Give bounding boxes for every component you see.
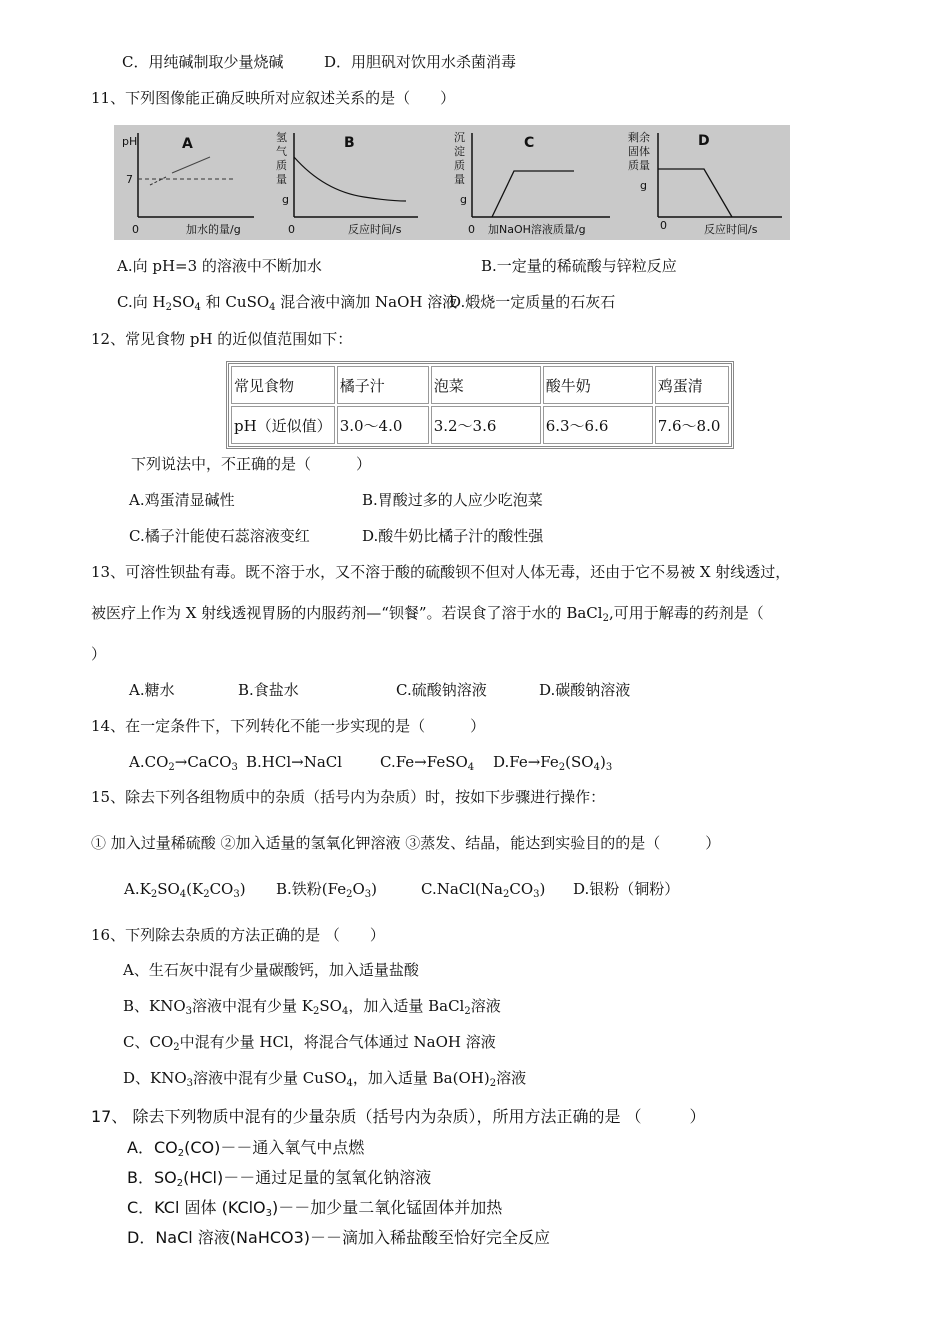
q17-stem: 17、 除去下列物质中混有的少量杂质（括号内为杂质），所用方法正确的是 （ ） <box>91 1107 706 1126</box>
q16-option-a: A、生石灰中混有少量碳酸钙，加入适量盐酸 <box>123 961 419 979</box>
graph-a-xlabel: 加水的量/g <box>186 223 241 236</box>
graph-b-unit: g <box>282 193 289 206</box>
graph-d <box>628 130 782 236</box>
table-header-cell: 酸牛奶 <box>543 366 653 404</box>
q12-option-b: B.胃酸过多的人应少吃泡菜 <box>362 491 543 509</box>
graph-b-ylabel-1: 氢 <box>276 131 287 144</box>
q13-line-3: ） <box>91 645 107 663</box>
table-cell: 6.3～6.6 <box>543 406 653 444</box>
graph-d-unit: g <box>640 179 647 192</box>
q16-option-b: B、$KNO_3$溶液中混有少量 $K_2SO_4$，加入适量 BaCl$_2$溶液 <box>123 997 501 1017</box>
q15-option-c: $C.NaCl(Na_2CO_3)$ <box>421 880 546 900</box>
graph-c-letter: C <box>524 135 535 151</box>
q14-stem: 14、在一定条件下，下列转化不能一步实现的是（ ） <box>91 717 486 735</box>
q11-option-c: C.向 $H_2SO_4$ 和 CuSO$_4$ 混合液中滴加 NaOH 溶液 <box>117 293 458 313</box>
graph-c <box>454 131 610 236</box>
q16-stem: 16、下列除去杂质的方法正确的是 （ ） <box>91 926 385 944</box>
graph-d-letter: D <box>698 133 710 149</box>
graph-d-xlabel: 反应时间/s <box>704 223 758 236</box>
graph-b-ylabel-2: 气 <box>276 145 287 158</box>
graph-a-tick-7: 7 <box>126 173 133 186</box>
graph-b-ylabel-3: 质 <box>276 159 287 172</box>
table-row <box>231 406 729 444</box>
q17-option-d: D．NaCl 溶液(NaHCO3)－－滴加入稀盐酸至恰好完全反应 <box>127 1228 551 1247</box>
q13-option-c: C.硫酸钠溶液 <box>396 681 487 699</box>
q15-steps: ① 加入过量稀硫酸 ②加入适量的氢氧化钾溶液 ③蒸发、结晶，能达到实验目的的是（ ） <box>91 834 721 852</box>
table-header-cell: 泡菜 <box>431 366 541 404</box>
q15-stem: 15、除去下列各组物质中的杂质（括号内为杂质）时，按如下步骤进行操作： <box>91 788 606 806</box>
q12-option-c: C.橘子汁能使石蕊溶液变红 <box>129 527 310 545</box>
q17-option-a: A．$CO_2(CO)--$通入氧气中点燃 <box>127 1138 365 1159</box>
q15-option-d: D.银粉（铜粉） <box>573 880 680 898</box>
q12-stem: 12、常见食物 pH 的近似值范围如下： <box>91 330 353 348</box>
q14-option-d: $D.Fe\to Fe_2(SO_4)_3$ <box>493 753 613 773</box>
q11-option-a: A.向 pH=3 的溶液中不断加水 <box>117 257 322 275</box>
q14-option-a: $A.CO_2\to CaCO_3$ <box>129 753 238 773</box>
q16-option-c: C、$CO_2$中混有少量 HCl，将混合气体通过 NaOH 溶液 <box>123 1033 496 1053</box>
food-ph-table <box>226 361 734 449</box>
graph-b <box>276 130 418 236</box>
table-header-cell: 橘子汁 <box>337 366 429 404</box>
q11-option-d: D.煅烧一定质量的石灰石 <box>449 293 616 311</box>
graph-a-origin: 0 <box>132 223 139 236</box>
q14-option-c: C.Fe→FeSO$_4$ <box>380 753 475 773</box>
q11-option-b: B.一定量的稀硫酸与锌粒反应 <box>481 257 677 275</box>
graph-a-letter: A <box>182 136 193 152</box>
table-header-cell: 鸡蛋清 <box>655 366 729 404</box>
graph-a-ylabel: pH <box>122 135 138 148</box>
q11-stem: 11、下列图像能正确反映所对应叙述关系的是（ ） <box>91 89 456 107</box>
q12-option-d: D.酸牛奶比橘子汁的酸性强 <box>362 527 544 545</box>
q17-option-c: C．KCl 固体 (KClO$_3$)－－加少量二氧化锰固体并加热 <box>127 1198 503 1219</box>
q15-option-b: B.铁粉$(Fe_2O_3)$ <box>276 880 378 900</box>
q13-option-d: D.碳酸钠溶液 <box>539 681 631 699</box>
q16-option-d: D、$KNO_3$溶液中混有少量 CuSO$_4$，加入适量 $Ba(OH)_2$溶液 <box>123 1069 527 1089</box>
graph-b-origin: 0 <box>288 223 295 236</box>
q13-line-2: 被医疗上作为 X 射线透视胃肠的内服药剂—“钡餐”。若误食了溶于水的 BaCl$_2$,可用于解毒的药剂是（ <box>91 604 764 624</box>
table-header-cell: 常见食物 <box>231 366 335 404</box>
graph-d-ylabel-2: 固体 <box>628 145 650 158</box>
graph-b-letter: B <box>344 135 355 151</box>
q11-graphs-svg <box>114 125 790 240</box>
graph-b-ylabel-4: 量 <box>276 173 287 186</box>
q12-question: 下列说法中，不正确的是（ ） <box>131 455 372 473</box>
graph-c-xlabel: 加NaOH溶液质量/g <box>488 223 586 236</box>
q10-option-d: D．用胆矾对饮用水杀菌消毒 <box>324 53 517 71</box>
q10-option-c: C．用纯碱制取少量烧碱 <box>122 53 284 71</box>
graph-d-origin: 0 <box>660 219 667 232</box>
q17-option-b: B．$SO_2(HCl)--$通过足量的氢氧化钠溶液 <box>127 1168 432 1189</box>
table-row <box>231 366 729 404</box>
graph-a <box>122 133 254 236</box>
table-cell: pH（近似值） <box>231 406 335 444</box>
q12-option-a: A.鸡蛋清显碱性 <box>129 491 235 509</box>
graph-c-ylabel-1: 沉 <box>454 131 465 144</box>
graph-d-ylabel-1: 剩余 <box>628 131 650 144</box>
graph-c-unit: g <box>460 193 467 206</box>
q13-option-a: A.糖水 <box>129 681 175 699</box>
table-cell: 3.2～3.6 <box>431 406 541 444</box>
graph-c-ylabel-4: 量 <box>454 173 465 186</box>
q14-option-b: B.HCl→NaCl <box>246 753 343 771</box>
graph-b-xlabel: 反应时间/s <box>348 223 402 236</box>
graph-d-ylabel-3: 质量 <box>628 159 650 172</box>
table-cell: 7.6～8.0 <box>655 406 729 444</box>
table-cell: 3.0～4.0 <box>337 406 429 444</box>
q11-graph-strip <box>114 125 790 240</box>
graph-c-ylabel-3: 质 <box>454 159 465 172</box>
q15-option-a: $A.K_2SO_4(K_2CO_3)$ <box>124 880 246 900</box>
q13-option-b: B.食盐水 <box>238 681 299 699</box>
graph-c-ylabel-2: 淀 <box>454 145 465 158</box>
graph-c-origin: 0 <box>468 223 475 236</box>
q13-line-1: 13、可溶性钡盐有毒。既不溶于水，又不溶于酸的硫酸钡不但对人体无毒，还由于它不易被 X 射线透过， <box>91 563 791 581</box>
